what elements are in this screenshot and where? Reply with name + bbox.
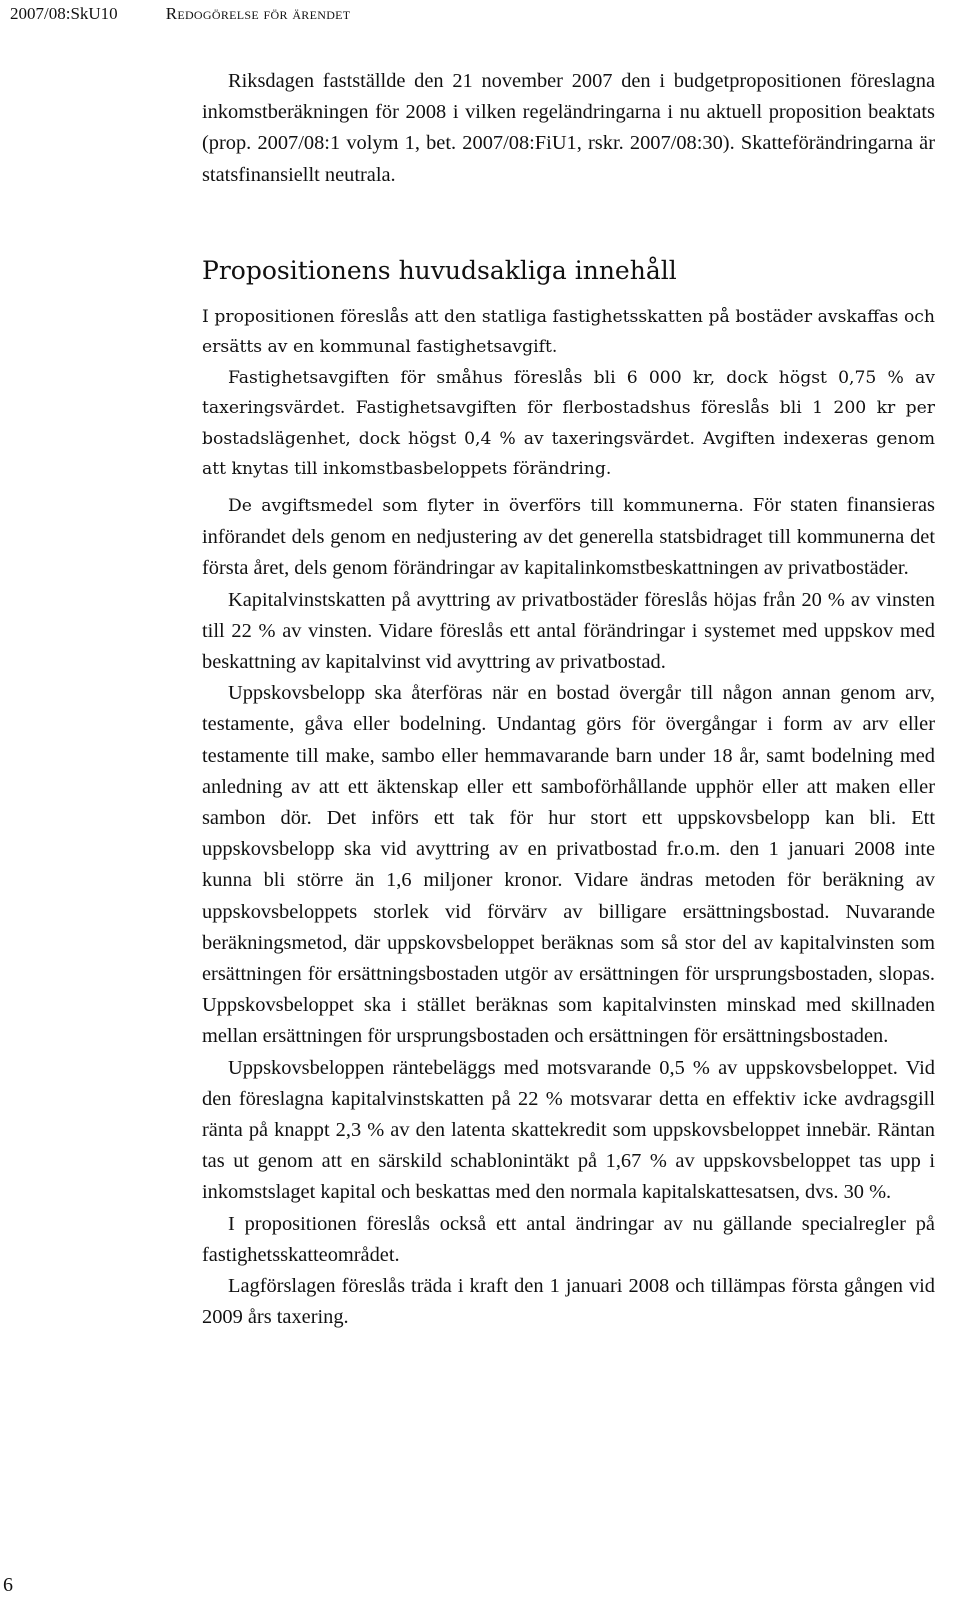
sans-sentence: De avgiftsmedel som flyter in överförs till kommunerna. [228,496,744,516]
mixed-paragraphs-block [202,490,935,1333]
mixed-paragraph [202,490,935,585]
sans-paragraph-2: Fastighetsavgiften för småhus föreslås bli 6 000 kr, dock högst 0,75 % av taxeringsvärdet. Fastighetsavgiften för flerbostadshus föreslås bli 1 200 kr per bostadslägenhet, dock högst 0,4 % av taxeringsvärdet. Avgiften indexeras genom att knytas till inkomstbasbeloppets förändring. [202,367,935,480]
section-heading: Propositionens huvudsakliga innehåll [202,256,677,285]
sans-paragraphs-block [202,302,935,484]
section-title: Redogörelse för ärendet [165,4,351,23]
body-paragraph-5: I propositionen föreslås också ett antal ändringar av nu gällande specialregler på fastighetsskatteområdet. [202,1212,935,1266]
running-header [10,4,350,24]
serif-sentence: För staten finansieras införandet dels genom en nedjustering av det generella statsbidraget till kommunerna det första året, dels genom förändringar av kapitalinkomstbeskattningen av privatbostäder. [202,494,935,580]
body-paragraph-4: Uppskovsbeloppen räntebeläggs med motsvarande 0,5 % av uppskovsbeloppet. Vid den föreslagna kapitalvinstskatten på 22 % motsvarar detta en effektiv icke avdragsgill ränta på knappt 2,3 % av den latenta skattekredit som uppskovsbeloppet innebär. Räntan tas ut genom att en särskild schablonintäkt på 1,67 % av uppskovsbeloppet tas upp i inkomstslaget kapital och beskattas med den normala kapitalskattesatsen, dvs. 30 %. [202,1056,935,1204]
document-id: 2007/08:SkU10 [10,4,118,23]
page-number: 6 [3,1574,13,1596]
intro-paragraph: Riksdagen fastställde den 21 november 2007 den i budgetpropositionen föreslagna inkomstberäkningen för 2008 i vilken regeländringarna i nu aktuell proposition beaktats (prop. 2007/08:1 volym 1, bet. 2007/08:FiU1, rskr. 2007/08:30). Skatteförändringarna är statsfinansiellt neutrala. [202,70,935,186]
body-paragraph-6: Lagförslagen föreslås träda i kraft den 1 januari 2008 och tillämpas första gången vid 2009 års taxering. [202,1275,935,1329]
sans-paragraph-1: I propositionen föreslås att den statliga fastighetsskatten på bostäder avskaffas och ersätts av en kommunal fastighetsavgift. [202,307,935,358]
intro-block [202,66,935,191]
body-paragraph-2: Kapitalvinstskatten på avyttring av privatbostäder föreslås höjas från 20 % av vinsten till 22 % av vinsten. Vidare föreslås ett antal förändringar i systemet med uppskov med beskattning av kapitalvinst vid avyttring av privatbostad. [202,588,935,674]
body-paragraph-3: Uppskovsbelopp ska återföras när en bostad övergår till någon annan genom arv, testamente, gåva eller bodelning. Undantag görs för övergångar i form av arv eller testamente till make, sambo eller hemmavarande barn under 18 år, samt bodelning med anledning av att ett äktenskap eller ett samboförhållande upphör eller att maken eller sambon dör. Det införs ett tak för hur stort ett uppskovsbelopp kan bli. Ett uppskovsbelopp ska vid avyttring av en privatbostad fr.o.m. den 1 januari 2008 inte kunna bli större än 1,6 miljoner kronor. Vidare ändras metoden för beräkning av uppskovsbeloppets storlek vid förvärv av billigare ersättningsbostad. Nuvarande beräkningsmetod, där uppskovsbeloppet beräknas som så stor del av kapitalvinsten som ersättningen för ersättningsbostaden utgör av ersättningen för ursprungsbostaden, slopas. Uppskovsbeloppet ska i stället beräknas som kapitalvinsten minskad med skillnaden mellan ersättningen för ursprungsbostaden och ersättningen för ersättningsbostaden. [202,682,935,1048]
